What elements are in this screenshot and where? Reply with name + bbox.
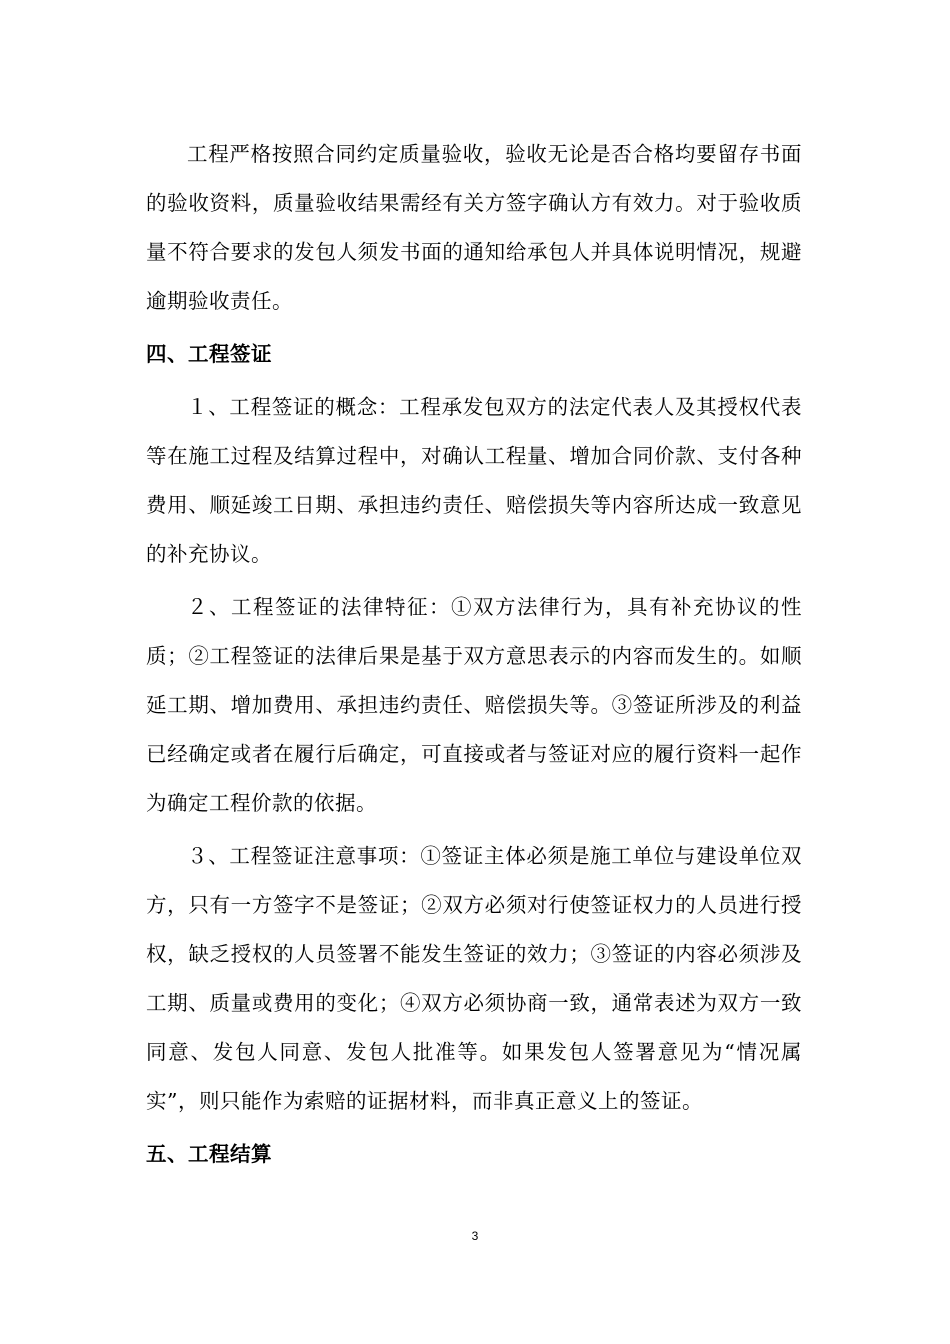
paragraph-visa-concept: １、工程签证的概念：工程承发包双方的法定代表人及其授权代表等在施工过程及结算过程中，对确认工程量、增加合同价款、支付各种费用、顺延竣工日期、承担违约责任、赔偿损失等内容所达成一致意见的补充协议。 — [146, 395, 802, 566]
paragraph-visa-legal-features: ２、工程签证的法律特征：①双方法律行为，具有补充协议的性质；②工程签证的法律后果是基于双方意思表示的内容而发生的。如顺延工期、增加费用、承担违约责任、赔偿损失等。③签证所涉及的利益已经确定或者在履行后确定，可直接或者与签证对应的履行资料一起作为确定工程价款的依据。 — [146, 595, 802, 815]
section-heading-engineering-visa: 四、工程签证 — [146, 342, 272, 366]
page-number: 3 — [471, 1229, 479, 1243]
document-body — [146, 130, 802, 1183]
section-heading-engineering-settlement: 五、工程结算 — [146, 1142, 272, 1166]
paragraph-visa-notes: ３、工程签证注意事项：①签证主体必须是施工单位与建设单位双方，只有一方签字不是签证；②双方必须对行使签证权力的人员进行授权，缺乏授权的人员签署不能发生签证的效力；③签证的内容必须涉及工期、质量或费用的变化；④双方必须协商一致，通常表述为双方一致同意、发包人同意、发包人批准等。如果发包人签署意见为“情况属实”，则只能作为索赔的证据材料，而非真正意义上的签证。 — [146, 844, 802, 1113]
paragraph-quality-acceptance: 工程严格按照合同约定质量验收，验收无论是否合格均要留存书面的验收资料，质量验收结果需经有关方签字确认方有效力。对于验收质量不符合要求的发包人须发书面的通知给承包人并具体说明情况，规避逾期验收责任。 — [146, 142, 802, 313]
